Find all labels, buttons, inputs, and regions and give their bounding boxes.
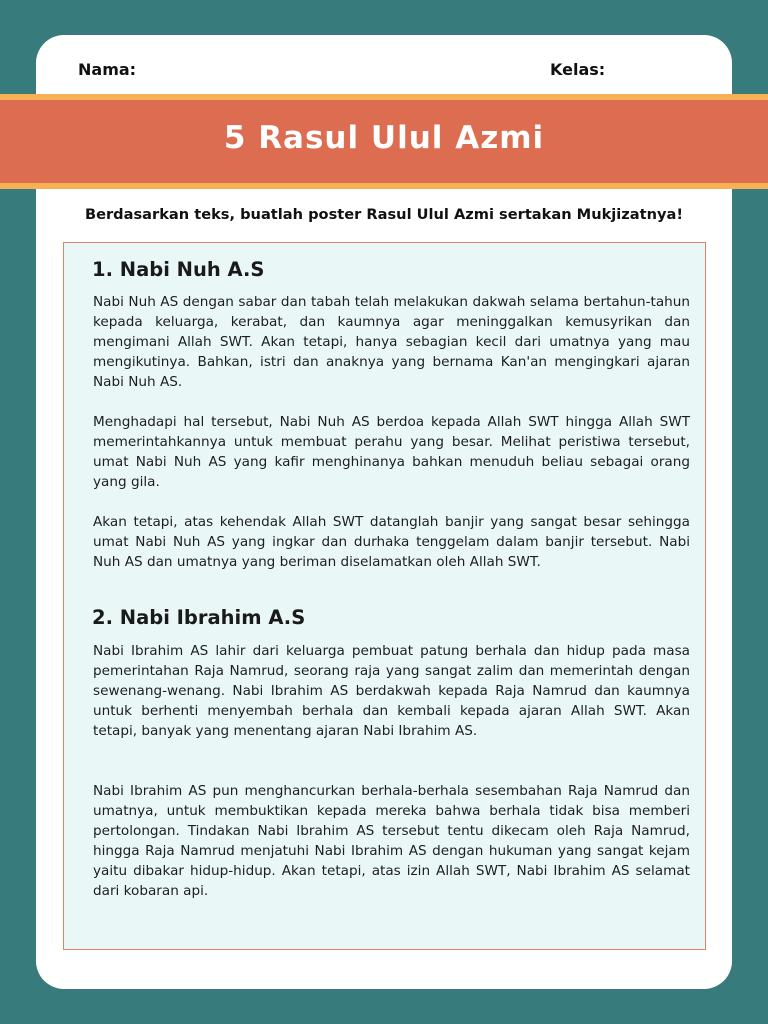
nama-label: Nama: bbox=[78, 60, 137, 79]
title-banner bbox=[0, 94, 768, 189]
paragraph-nuh-3: Akan tetapi, atas kehendak Allah SWT datanglah banjir yang sangat besar sehingga umat Nabi Nuh AS yang ingkar dan durhaka tenggelam dalam banjir tersebut. Nabi Nuh AS dan umatnya yang beriman diselamatkan oleh Allah SWT. bbox=[93, 514, 690, 570]
section-title-ibrahim: 2. Nabi Ibrahim A.S bbox=[92, 606, 306, 629]
paragraph-nuh-2: Menghadapi hal tersebut, Nabi Nuh AS berdoa kepada Allah SWT hingga Allah SWT memerintahkannya untuk membuat perahu yang besar. Melihat peristiwa tersebut, umat Nabi Nuh AS yang kafir menghinanya bahkan menuduh beliau sebagai orang yang gila. bbox=[93, 414, 690, 490]
paragraph-ibrahim-2: Nabi Ibrahim AS pun menghancurkan berhala-berhala sesembahan Raja Namrud dan umatnya, untuk membuktikan kepada mereka bahwa berhala tidak bisa memberi pertolongan. Tindakan Nabi Ibrahim AS tersebut tentu dikecam oleh Raja Namrud, hingga Raja Namrud menjatuhi Nabi Ibrahim AS dengan hukuman yang sangat kejam yaitu dibakar hidup-hidup. Akan tetapi, atas izin Allah SWT, Nabi Ibrahim AS selamat dari kobaran api. bbox=[93, 783, 690, 899]
instruction-text: Berdasarkan teks, buatlah poster Rasul Ulul Azmi sertakan Mukjizatnya! bbox=[84, 206, 684, 223]
kelas-label: Kelas: bbox=[550, 60, 606, 79]
section-title-nuh: 1. Nabi Nuh A.S bbox=[92, 258, 265, 281]
paragraph-nuh-1: Nabi Nuh AS dengan sabar dan tabah telah melakukan dakwah selama bertahun-tahun kepada keluarga, kerabat, dan kaumnya agar meninggalkan kemusyrikan dan mengimani Allah SWT. Akan tetapi, hanya sebagian kecil dari umatnya yang mau mengikutinya. Bahkan, istri dan anaknya yang bernama Kan'an mengingkari ajaran Nabi Nuh AS. bbox=[93, 294, 690, 390]
student-info-row bbox=[78, 60, 638, 79]
paragraph-ibrahim-1: Nabi Ibrahim AS lahir dari keluarga pembuat patung berhala dan hidup pada masa pemerintahan Raja Namrud, seorang raja yang sangat zalim dan memerintah dengan sewenang-wenang. Nabi Ibrahim AS berdakwah kepada Raja Namrud dan kaumnya untuk berhenti menyembah berhala dan kembali kepada ajaran Allah SWT. Akan tetapi, banyak yang menentang ajaran Nabi Ibrahim AS. bbox=[93, 643, 690, 739]
page-title: 5 Rasul Ulul Azmi bbox=[223, 120, 545, 156]
